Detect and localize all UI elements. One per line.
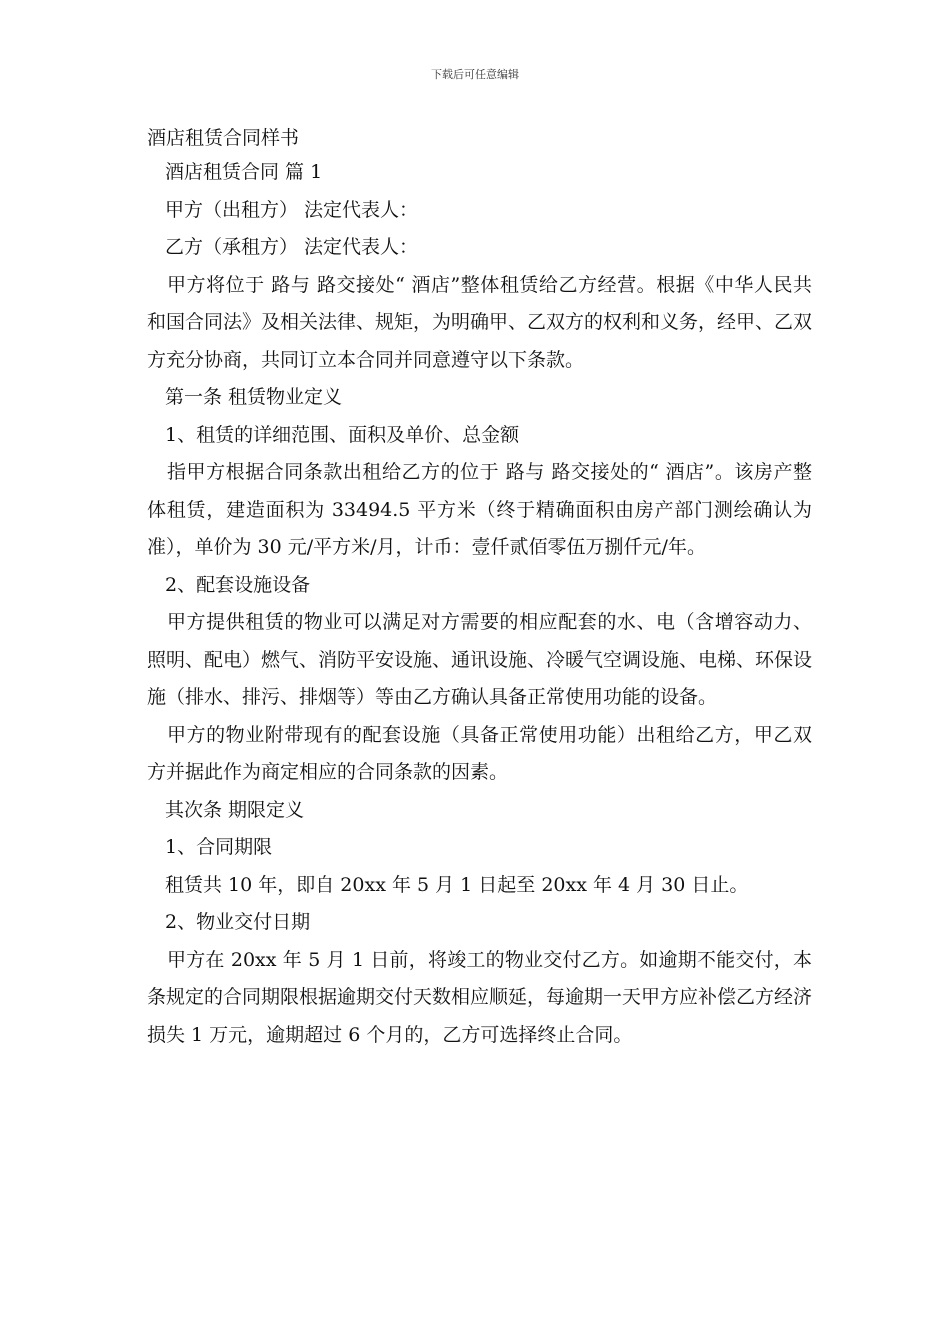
header-note: 下载后可任意编辑 (431, 68, 519, 81)
document-body (147, 154, 812, 1054)
document-title: 酒店租赁合同样书 (147, 127, 300, 149)
article-1-2-text-2: 甲方的物业附带现有的配套设施（具备正常使用功能）出租给乙方，甲乙双方并据此作为商定相应的合同条款的因素。 (147, 723, 812, 783)
party-a-line: 甲方（出租方） 法定代表人： (165, 198, 419, 221)
article-1-2-text-1: 甲方提供租赁的物业可以满足对方需要的相应配套的水、电（含增容动力、照明、配电）燃气、消防平安设施、通讯设施、冷暖气空调设施、电梯、环保设施（排水、排污、排烟等）等由乙方确认具备正常使用功能的设备。 (147, 611, 813, 708)
intro-paragraph: 甲方将位于 路与 路交接处“ 酒店”整体租赁给乙方经营。根据《中华人民共和国合同法》及相关法律、规矩，为明确甲、乙双方的权利和义务，经甲、乙双方充分协商，共同订立本合同并同意遵守以下条款。 (147, 273, 813, 371)
article-2-2-heading: 2、物业交付日期 (165, 911, 311, 933)
article-2-1-heading: 1、合同期限 (165, 836, 273, 858)
contract-subtitle: 酒店租赁合同 篇 1 (165, 161, 323, 183)
article-2-2-text: 甲方在 20xx 年 5 月 1 日前，将竣工的物业交付乙方。如逾期不能交付，本条规定的合同期限根据逾期交付天数相应顺延，每逾期一天甲方应补偿乙方经济损失 1 万元，逾期超过 6 个月的，乙方可选择终止合同。 (147, 948, 813, 1046)
article-1-heading: 第一条 租赁物业定义 (165, 386, 343, 408)
article-1-2-heading: 2、配套设施设备 (165, 573, 311, 596)
article-1-1-text: 指甲方根据合同条款出租给乙方的位于 路与 路交接处的“ 酒店”。该房产整体租赁，建造面积为 33494.5 平方米（终于精确面积由房产部门测绘确认为准），单价为 30 元/平方米/月，计币：壹仟贰佰零伍万捌仟元/年。 (147, 461, 812, 558)
article-1-1-heading: 1、租赁的详细范围、面积及单价、总金额 (165, 423, 520, 446)
article-2-heading: 其次条 期限定义 (165, 798, 305, 821)
party-b-line: 乙方（承租方） 法定代表人： (165, 236, 419, 258)
article-2-1-text: 租赁共 10 年，即自 20xx 年 5 月 1 日起至 20xx 年 4 月 30 日止。 (165, 873, 749, 896)
